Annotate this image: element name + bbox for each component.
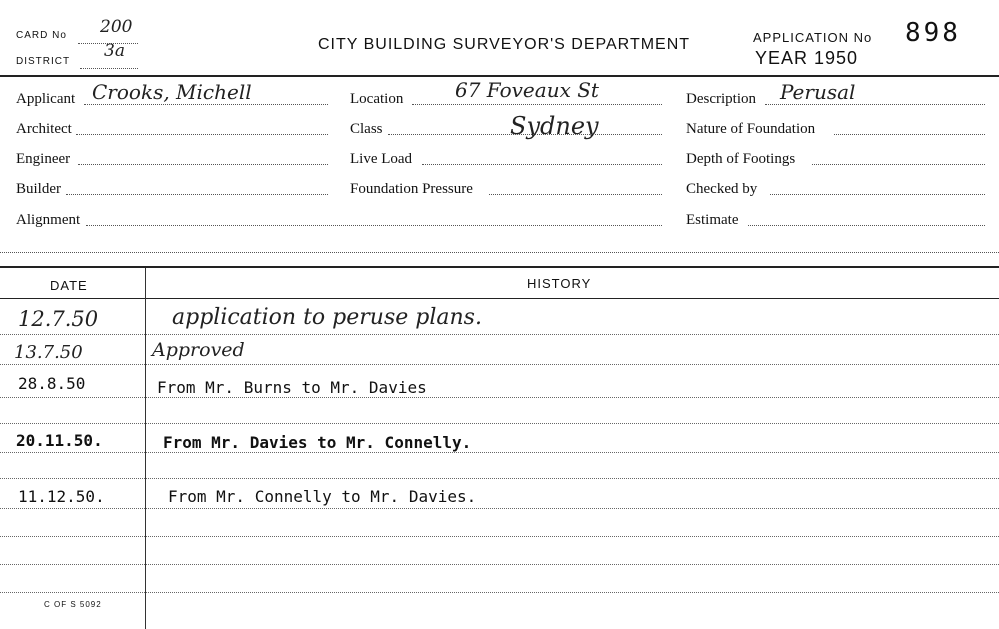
nature-line — [834, 134, 985, 135]
history-text: From Mr. Burns to Mr. Davies — [157, 378, 427, 397]
card-no-value: 200 — [100, 17, 133, 37]
history-date: 13.7.50 — [14, 342, 83, 363]
alignment-extra-line — [0, 252, 999, 253]
history-column-header: HISTORY — [527, 276, 592, 291]
depth-line — [812, 164, 985, 165]
history-date: 28.8.50 — [18, 374, 86, 393]
history-text: Approved — [152, 339, 245, 361]
description-value: Perusal — [780, 80, 856, 104]
row-line — [0, 334, 999, 335]
date-history-separator — [145, 268, 146, 629]
history-divider — [0, 266, 999, 268]
builder-label: Builder — [16, 181, 61, 197]
row-line — [0, 364, 999, 365]
location-value-suburb: Sydney — [510, 112, 599, 140]
checked-by-line — [770, 194, 985, 195]
row-line — [0, 564, 999, 565]
checked-by-label: Checked by — [686, 181, 758, 197]
application-no-label: APPLICATION No — [753, 30, 873, 45]
history-date: 12.7.50 — [18, 307, 99, 331]
estimate-label: Estimate — [686, 212, 739, 228]
engineer-line — [78, 164, 328, 165]
location-line — [412, 104, 662, 105]
history-header-divider — [0, 298, 999, 299]
date-column-header: DATE — [50, 278, 88, 293]
live-load-line — [422, 164, 662, 165]
builder-line — [66, 194, 328, 195]
history-text: From Mr. Connelly to Mr. Davies. — [168, 487, 477, 506]
description-label: Description — [686, 91, 756, 107]
depth-label: Depth of Footings — [686, 151, 796, 167]
applicant-value: Crooks, Michell — [92, 80, 252, 104]
row-line — [0, 536, 999, 537]
engineer-label: Engineer — [16, 151, 71, 167]
row-line — [0, 508, 999, 509]
card-no-label: CARD No — [16, 30, 67, 41]
row-line — [0, 592, 999, 593]
history-text: application to peruse plans. — [172, 305, 482, 330]
row-line — [0, 423, 999, 424]
history-date: 20.11.50. — [16, 431, 103, 450]
application-no-value: 898 — [905, 18, 961, 48]
applicant-label: Applicant — [16, 91, 76, 107]
district-line — [80, 68, 138, 69]
alignment-label: Alignment — [16, 212, 81, 228]
live-load-label: Live Load — [350, 151, 413, 167]
department-title: CITY BUILDING SURVEYOR'S DEPARTMENT — [318, 36, 691, 53]
location-value: 67 Foveaux St — [455, 78, 599, 102]
estimate-line — [748, 225, 985, 226]
applicant-line — [84, 104, 328, 105]
form-code: C OF S 5092 — [44, 600, 102, 609]
foundation-pressure-line — [489, 194, 662, 195]
architect-line — [76, 134, 328, 135]
architect-label: Architect — [16, 121, 72, 137]
row-line — [0, 452, 999, 453]
description-line — [765, 104, 985, 105]
location-label: Location — [350, 91, 404, 107]
year-label: YEAR 1950 — [755, 48, 859, 68]
alignment-line — [86, 225, 662, 226]
history-date: 11.12.50. — [18, 487, 105, 506]
nature-label: Nature of Foundation — [686, 121, 816, 137]
district-label: DISTRICT — [16, 56, 71, 67]
class-label: Class — [350, 121, 383, 137]
header-divider — [0, 75, 999, 77]
district-value: 3a — [104, 41, 125, 61]
history-text: From Mr. Davies to Mr. Connelly. — [163, 433, 472, 452]
class-line — [388, 134, 662, 135]
row-line — [0, 397, 999, 398]
foundation-pressure-label: Foundation Pressure — [350, 181, 473, 197]
row-line — [0, 478, 999, 479]
